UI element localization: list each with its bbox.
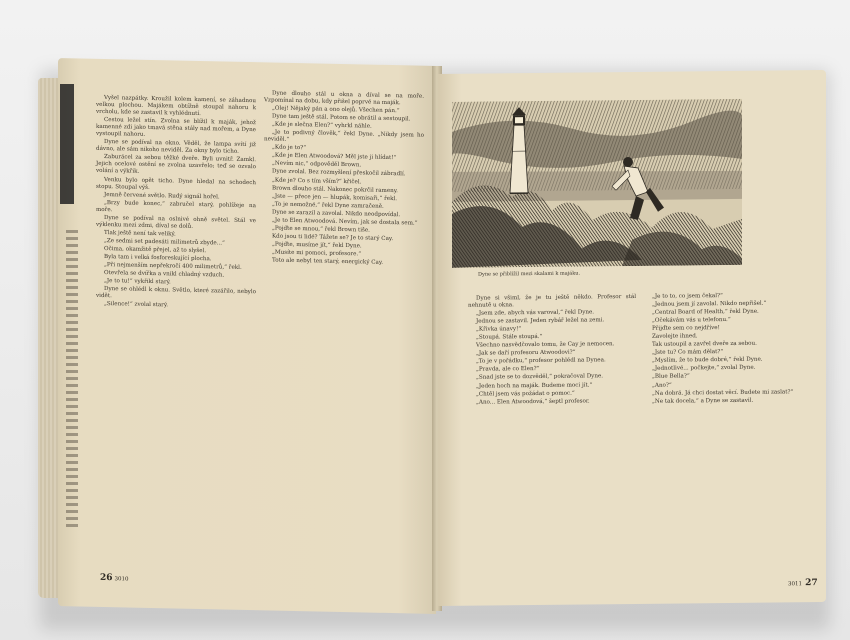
paragraph: „Ano... Elen Atwoodová,“ šeptl profesor. bbox=[476, 398, 590, 406]
paragraph: „Ne tak docela,“ a Dyne se zastavil. bbox=[652, 397, 754, 405]
paragraph: „Blue Bella?“ bbox=[652, 373, 690, 381]
paragraph: „Je to tu!“ vykřikl starý. bbox=[104, 278, 171, 286]
right-page bbox=[438, 70, 826, 606]
paragraph: „Jak se daří profesoru Atwoodovi?“ bbox=[476, 349, 576, 357]
paragraph: „Křivka únavy!“ bbox=[476, 326, 522, 333]
paragraph: „Jste tu? Co mám dělat?“ bbox=[652, 349, 724, 357]
paragraph: „Ano?“ bbox=[652, 382, 672, 389]
paragraph: Očima, okamžitě přejel, až to slyšel. bbox=[104, 245, 207, 255]
paragraph: „Jste — přece jen — hlupák, komisaři,“ řekl. bbox=[272, 193, 398, 202]
paragraph: Zaburácel za sebou těžké dveře. Byli uvnitř. Zamkl. Jejich ocelové ostění se zvolna uzavřelo; teď se ozvalo volání a výkřik. bbox=[96, 154, 256, 176]
paragraph: Venku bylo opět ticho. Dyne hledal na schodech stopu. Stoupal výš. bbox=[96, 176, 256, 191]
paragraph: „Kde je slečna Elen?“ vyhrkl náhle. bbox=[272, 121, 372, 130]
paragraph: Dyne tam ještě stál. Potom se obrátil a sestoupil. bbox=[272, 113, 411, 123]
paragraph: Dyne se zarazil a zavolal. Nikdo neodpovídal. bbox=[272, 209, 401, 218]
paragraph: „Central Board of Health,“ řekl Dyne. bbox=[652, 308, 759, 316]
paragraph: Cestou ležel stín. Zvolna se blížil k maják, jehož kamenné zdi jako tmavá stěna stály nad mořem, a Dyne vystoupil nahoru. bbox=[96, 117, 256, 139]
paragraph: „Je to Elen Atwoodová. Nevím, jak se dostala sem.“ bbox=[272, 217, 418, 227]
paragraph: „Jeden hoch na maják. Budeme moci jít.“ bbox=[476, 381, 593, 390]
paragraph: „To je nemožné,“ řekl Dyne zamračeně. bbox=[272, 201, 384, 210]
right-column-2 bbox=[644, 292, 812, 594]
paragraph: Byla tam i velká fosforeskující plocha. bbox=[104, 253, 212, 263]
edge-marker bbox=[60, 84, 74, 204]
left-column-2 bbox=[264, 90, 424, 583]
paragraph: Dyne se ohlédl k oknu. Světlo, které zazářilo, nebylo vidět. bbox=[96, 286, 256, 300]
paragraph: „Pravda, ale co Elen?“ bbox=[476, 366, 540, 374]
paragraph: Kdo jsou ti lidé? Tážete se? Je to starý Cay. bbox=[272, 233, 394, 242]
paragraph: „Kdo je to?“ bbox=[272, 144, 307, 152]
paragraph: „Nevím nic,“ odpověděl Brown. bbox=[272, 160, 362, 169]
paragraph: Toto ale nebyl ten starý, energický Cay. bbox=[272, 257, 384, 266]
paragraph: „Silence!“ zvolal starý. bbox=[104, 301, 169, 309]
paragraph: Dyne zvolal. Bez rozmyšlení přeskočil zábradlí. bbox=[272, 168, 406, 178]
paragraph: „Na dobrá. Já chci dostat věcí. Budete mi zaslat?“ bbox=[652, 388, 794, 397]
paragraph: Zavolejte ihned. bbox=[652, 333, 698, 341]
paragraph: Tak ustoupil a zavřel dveře za sebou. bbox=[652, 340, 757, 349]
paragraph: „Olej! Nějaký pán a ono olejů. Všechen pán.“ bbox=[272, 105, 400, 115]
illustration-caption: Dyne se přiblížil mezi skalami k majáku. bbox=[478, 270, 581, 278]
paragraph: „Je to podivný člověk,“ řekl Dyne. „Nikdy jsem ho neviděl.“ bbox=[264, 129, 424, 144]
paragraph: Dyne dlouho stál u okna a díval se na moře. Vzpomínal na dobu, kdy přišel poprvé na maják. bbox=[264, 90, 424, 107]
left-column-1 bbox=[96, 95, 256, 578]
paragraph: Přijďte sem co nejdříve! bbox=[652, 325, 720, 332]
paragraph: „Při nejmenším nepřekročí 400 milimetrů,“ řekl. bbox=[104, 262, 242, 271]
paragraph: Dyne se podíval na okno. Věděl, že lampa svítí již dávno, ale sám nikoho neviděl. Za okny bylo ticho. bbox=[96, 139, 256, 156]
paragraph: „Jednou jsem jí zavolal. Nikdo nepřišel.“ bbox=[652, 300, 767, 308]
paragraph: Dyne se podíval na oslnivé ohně světel. Stál ve výklenku mezi zdmi, díval se dolů. bbox=[96, 214, 256, 230]
paragraph: „Myslím, že to bude dobré,“ řekl Dyne. bbox=[652, 357, 763, 365]
paragraph: „Očekávám vás u telefonu.“ bbox=[652, 317, 731, 324]
paragraph: „To je v pořádku,“ profesor pohlédl na Dynea. bbox=[476, 357, 606, 366]
paragraph: Vyšel nazpátky. Kroužil kolem kamení, se záhadnou velkou plochou. Majákem obtížně stoupal nahoru k vrcholu, kde se zastavil k vyhlédnutí. bbox=[96, 95, 256, 118]
paragraph: Všechno nasvědčovalo tomu, že Cay je nemocen. bbox=[476, 341, 615, 349]
paragraph: „Jsem zde, abych vás varoval,“ řekl Dyne. bbox=[476, 309, 595, 317]
paragraph: Otevřela se dvířka a vnikl chladný vzduch. bbox=[104, 270, 225, 279]
paragraph: Tlak ještě není tak veliký. bbox=[104, 229, 176, 238]
paragraph: „Pojďte, musíme jít,“ řekl Dyne. bbox=[272, 241, 362, 250]
paragraph: Dyne si všiml, že je tu ještě někdo. Profesor stál nehnutě u okna. bbox=[468, 293, 636, 309]
paragraph: „Kde je Elen Atwoodová? Měl jste ji hlídat!“ bbox=[272, 152, 397, 162]
paragraph: „Stoupá. Stále stoupá.“ bbox=[476, 334, 543, 341]
left-page bbox=[58, 58, 436, 614]
left-page-number: 26 3010 bbox=[100, 572, 129, 584]
edge-print-strip bbox=[66, 230, 78, 530]
paragraph: „Snad jste se to dozvěděl,“ pokračoval Dyne. bbox=[476, 373, 604, 382]
paragraph: Jednou se zastavil. Jeden rybář ležel na zemi. bbox=[476, 317, 605, 325]
paragraph: „Pojďte se mnou,“ řekl Brown tiše. bbox=[272, 225, 370, 234]
lighthouse-illustration bbox=[452, 99, 742, 268]
paragraph: „Chtěl jsem vás požádat o pomoc.“ bbox=[476, 390, 575, 398]
paragraph: „Musíte mi pomoci, profesore.“ bbox=[272, 249, 362, 258]
right-column-1 bbox=[468, 294, 636, 596]
paragraph: „Ze sedmi set padesáti milimetrů zbyde...“ bbox=[104, 237, 225, 247]
paragraph: Jemně červené světlo. Rudý signál hořel. bbox=[104, 191, 220, 201]
paragraph: „Jednotlivé... počkejte,“ zvolal Dyne. bbox=[652, 365, 756, 373]
paragraph: „Brzy bude konec,“ zabručel starý, pohlížeje na moře. bbox=[96, 199, 256, 213]
right-page-number: 3011 27 bbox=[788, 578, 818, 589]
paragraph: „Kde je? Co s tím vším?“ křičel. bbox=[272, 177, 362, 185]
paragraph: Brown dlouho stál. Nakonec pokrčil rameny. bbox=[272, 185, 398, 194]
paragraph: „Je to to, co jsem čekal?“ bbox=[652, 293, 723, 300]
